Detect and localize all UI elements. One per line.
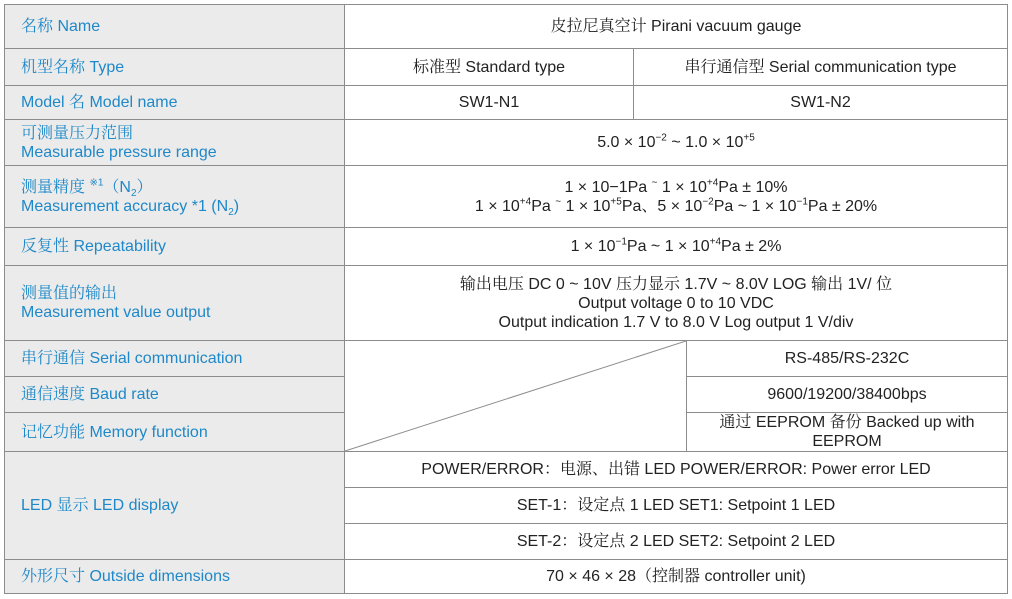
acc2-d: Pa、5 × 10 bbox=[621, 197, 703, 215]
label-accuracy-zh bbox=[21, 178, 344, 197]
value-type-standard: 标准型 Standard type bbox=[345, 49, 634, 86]
acc2-exp1: +4 bbox=[519, 196, 532, 208]
diagonal-slash bbox=[345, 341, 686, 451]
rep-exp1: −1 bbox=[615, 236, 627, 248]
rep-exp2: +4 bbox=[709, 236, 722, 248]
acc2-c: 1 × 10 bbox=[561, 197, 611, 215]
value-serial: RS-485/RS-232C bbox=[687, 341, 1008, 377]
acc2-b: Pa bbox=[531, 197, 556, 215]
output-line-3: Output indication 1.7 V to 8.0 V Log output 1 V/div bbox=[498, 313, 854, 331]
row-range bbox=[5, 120, 1008, 166]
label-baud: 通信速度 Baud rate bbox=[5, 377, 345, 413]
range-exp-a: −2 bbox=[655, 132, 667, 144]
accuracy-zh-text: 测量精度 bbox=[21, 178, 86, 196]
value-output bbox=[345, 266, 1008, 341]
value-model-n2: SW1-N2 bbox=[634, 86, 1008, 120]
value-name: 皮拉尼真空计 Pirani vacuum gauge bbox=[345, 5, 1008, 49]
value-range bbox=[345, 120, 1008, 166]
label-accuracy-en bbox=[21, 197, 344, 216]
acc2-a: 1 × 10 bbox=[474, 197, 520, 215]
row-model bbox=[5, 86, 1008, 120]
acc1-c: Pa ± 10% bbox=[718, 178, 788, 196]
label-output bbox=[5, 266, 345, 341]
acc1-exp: +4 bbox=[706, 177, 719, 189]
rep-c: Pa ± 2% bbox=[721, 238, 782, 255]
accuracy-zh-close: ） bbox=[136, 178, 153, 196]
accuracy-line-1 bbox=[345, 178, 1007, 197]
value-memory: 通过 EEPROM 备份 Backed up with EEPROM bbox=[687, 413, 1008, 452]
range-exp-b: +5 bbox=[743, 132, 755, 144]
label-memory: 记忆功能 Memory function bbox=[5, 413, 345, 452]
acc1-b: 1 × 10 bbox=[657, 178, 707, 196]
value-led-2: SET-1：设定点 1 LED SET1: Setpoint 1 LED bbox=[345, 488, 1008, 524]
acc2-exp2: +5 bbox=[610, 196, 622, 208]
accuracy-note: ※1 bbox=[89, 177, 104, 189]
range-mid: ~ 1.0 × 10 bbox=[666, 134, 744, 151]
row-dimensions bbox=[5, 560, 1008, 594]
label-range-en: Measurable pressure range bbox=[21, 143, 217, 161]
accuracy-en-sub: 2 bbox=[228, 206, 234, 218]
output-line-1: 输出电压 DC 0 ~ 10V 压力显示 1.7V ~ 8.0V LOG 输出 1V/ 位 bbox=[459, 275, 893, 293]
label-range bbox=[5, 120, 345, 166]
value-type-serial: 串行通信型 Serial communication type bbox=[634, 49, 1008, 86]
row-accuracy bbox=[5, 166, 1008, 228]
rep-b: Pa ~ 1 × 10 bbox=[626, 238, 710, 255]
spec-table bbox=[4, 4, 1008, 594]
not-applicable-cell bbox=[345, 341, 687, 452]
acc1-tilde: ~ bbox=[651, 177, 658, 189]
row-led-1 bbox=[5, 452, 1008, 488]
value-baud: 9600/19200/38400bps bbox=[687, 377, 1008, 413]
accuracy-en-close: ) bbox=[233, 197, 240, 215]
accuracy-line-2 bbox=[345, 197, 1007, 216]
acc2-e: Pa ~ 1 × 10 bbox=[713, 197, 797, 215]
row-type bbox=[5, 49, 1008, 86]
label-range-zh: 可测量压力范围 bbox=[21, 124, 134, 142]
value-repeatability bbox=[345, 228, 1008, 266]
output-line-2: Output voltage 0 to 10 VDC bbox=[578, 294, 774, 312]
accuracy-en-text: Measurement accuracy *1 (N bbox=[21, 197, 229, 215]
label-model: Model 名 Model name bbox=[5, 86, 345, 120]
acc2-exp3: −2 bbox=[702, 196, 714, 208]
rep-a: 1 × 10 bbox=[570, 238, 616, 255]
accuracy-zh-gas: （N bbox=[103, 178, 131, 196]
label-serial: 串行通信 Serial communication bbox=[5, 341, 345, 377]
range-mantissa-a: 5.0 × 10 bbox=[597, 134, 656, 151]
label-type: 机型名称 Type bbox=[5, 49, 345, 86]
acc2-exp4: −1 bbox=[796, 196, 808, 208]
value-led-3: SET-2：设定点 2 LED SET2: Setpoint 2 LED bbox=[345, 524, 1008, 560]
value-accuracy bbox=[345, 166, 1008, 228]
acc1-a: 1 × 10−1Pa bbox=[564, 178, 652, 196]
value-model-n1: SW1-N1 bbox=[345, 86, 634, 120]
value-led-1: POWER/ERROR：电源、出错 LED POWER/ERROR: Power error LED bbox=[345, 452, 1008, 488]
row-serial bbox=[5, 341, 1008, 377]
row-name bbox=[5, 5, 1008, 49]
label-dimensions: 外形尺寸 Outside dimensions bbox=[5, 560, 345, 594]
accuracy-zh-sub: 2 bbox=[130, 187, 137, 199]
row-output bbox=[5, 266, 1008, 341]
label-output-zh: 测量值的输出 bbox=[21, 285, 118, 302]
label-led: LED 显示 LED display bbox=[5, 452, 345, 560]
row-repeatability bbox=[5, 228, 1008, 266]
label-output-en: Measurement value output bbox=[21, 304, 211, 321]
label-repeatability: 反复性 Repeatability bbox=[5, 228, 345, 266]
label-accuracy bbox=[5, 166, 345, 228]
value-dimensions: 70 × 46 × 28（控制器 controller unit) bbox=[345, 560, 1008, 594]
acc2-f: Pa ± 20% bbox=[807, 197, 878, 215]
label-name: 名称 Name bbox=[5, 5, 345, 49]
acc2-tilde: ~ bbox=[555, 196, 562, 208]
